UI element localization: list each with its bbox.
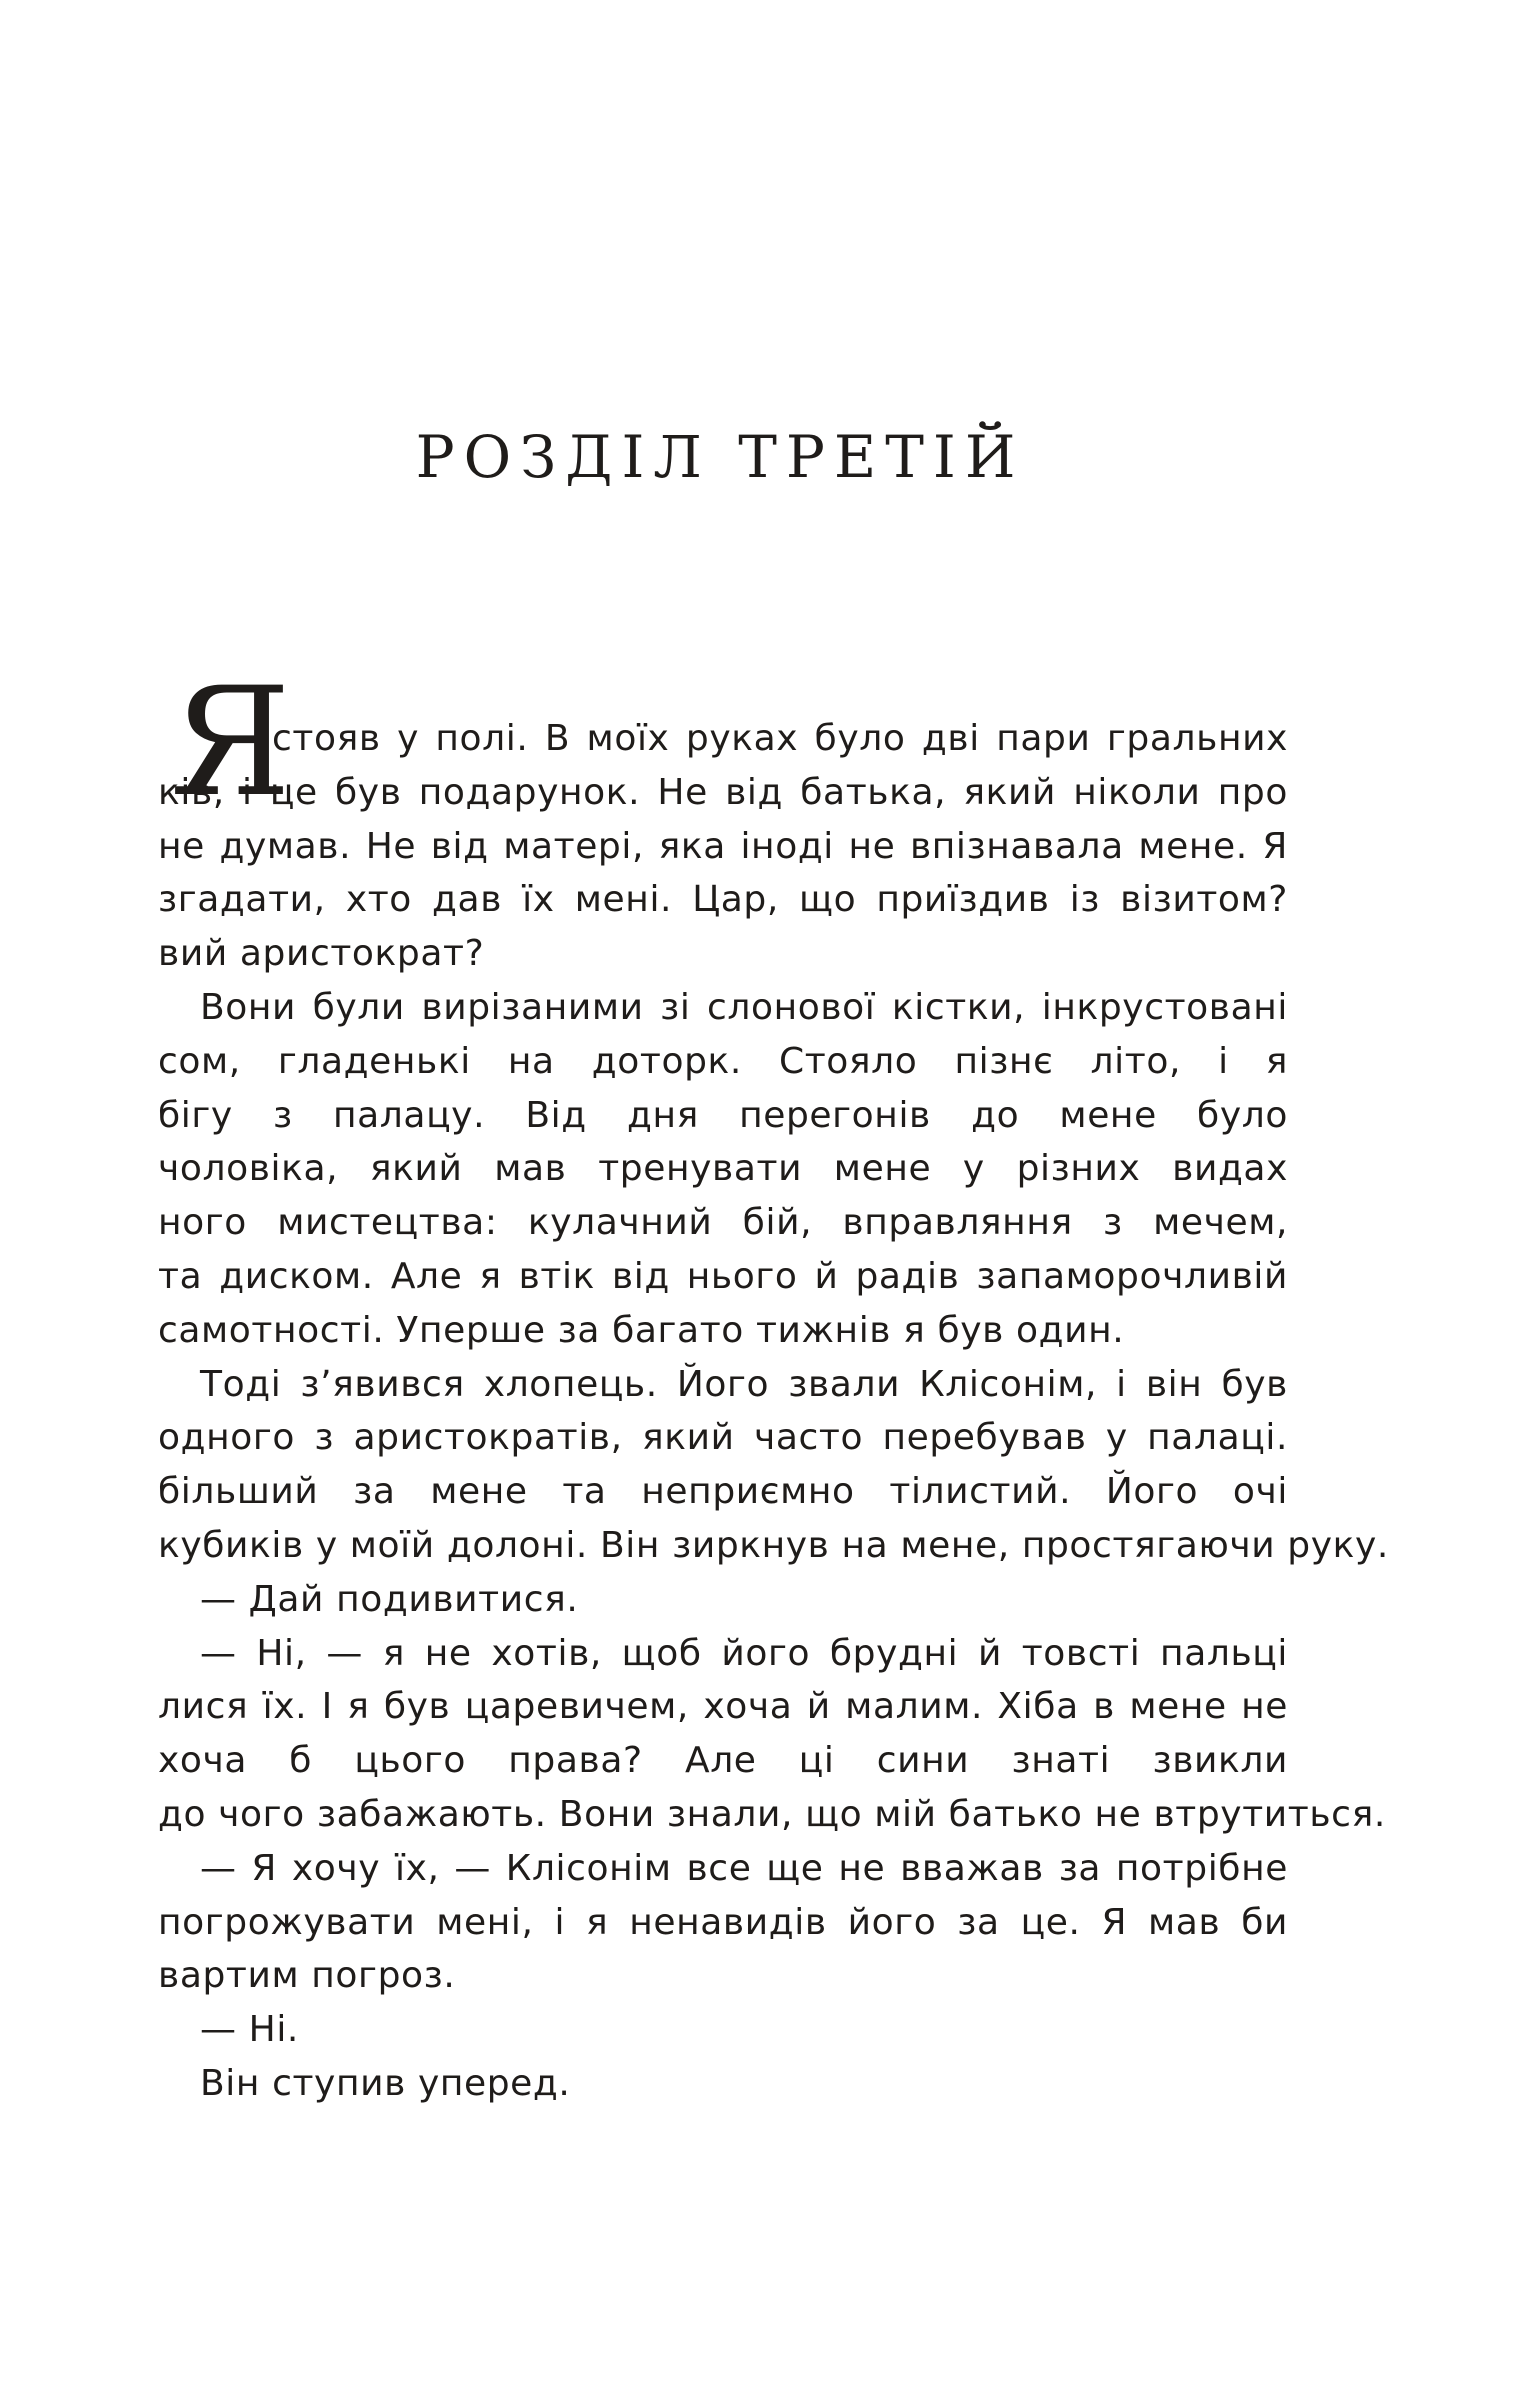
text-line: ного мистецтва: кулачний бій, вправляння з мечем, bbox=[158, 1202, 1288, 1244]
text-line: хоча б цього права? Але ці сини знаті звикли bbox=[158, 1740, 1288, 1782]
text-line: одного з аристократів, який часто перебував у палаці. bbox=[158, 1417, 1288, 1459]
text-line: — Ні. bbox=[200, 2009, 299, 2051]
text-line: Він ступив уперед. bbox=[200, 2062, 571, 2104]
text-line: — Ні, — я не хотів, щоб його брудні й товсті пальці bbox=[200, 1632, 1288, 1674]
text-line: Тоді з’явився хлопець. Його звали Клісонім, і він був bbox=[200, 1363, 1288, 1405]
text-line: — Я хочу їх, — Клісонім все ще не вважав за потрібне bbox=[200, 1847, 1288, 1889]
body-text bbox=[158, 656, 1389, 2111]
drop-cap: Я bbox=[170, 656, 292, 830]
text-line: погрожувати мені, і я ненавидів його за це. Я мав би bbox=[158, 1901, 1288, 1943]
text-line: лися їх. І я був царевичем, хоча й малим. Хіба в мене не bbox=[158, 1686, 1288, 1728]
text-line: бігу з палацу. Від дня перегонів до мене було bbox=[158, 1094, 1288, 1136]
text-line: згадати, хто дав їх мені. Цар, що приїздив із візитом? bbox=[158, 879, 1288, 921]
text-line: не думав. Не від матері, яка іноді не впізнавала мене. Я bbox=[158, 825, 1288, 867]
text-line: чоловіка, який мав тренувати мене у різних видах bbox=[158, 1148, 1288, 1190]
text-line: вий аристократ? bbox=[158, 933, 485, 975]
chapter-title: РОЗДІЛ ТРЕТІЙ bbox=[415, 423, 1025, 491]
text-line: самотності. Уперше за багато тижнів я був один. bbox=[158, 1309, 1125, 1351]
text-line: та диском. Але я втік від нього й радів запаморочливій bbox=[158, 1255, 1288, 1297]
text-line: стояв у полі. В моїх руках було дві пари гральних bbox=[272, 718, 1288, 759]
text-line: ків, і це був подарунок. Не від батька, який ніколи про bbox=[158, 771, 1288, 813]
text-line: кубиків у моїй долоні. Він зиркнув на мене, простягаючи руку. bbox=[158, 1524, 1389, 1566]
text-line: до чого забажають. Вони знали, що мій батько не втрутиться. bbox=[158, 1793, 1386, 1835]
text-line: сом, гладенькі на доторк. Стояло пізнє літо, і я bbox=[158, 1040, 1288, 1082]
text-line: — Дай подивитися. bbox=[200, 1578, 579, 1620]
text-line: вартим погроз. bbox=[158, 1955, 456, 1997]
text-line: більший за мене та неприємно тілистий. Його очі bbox=[158, 1471, 1288, 1513]
text-line: Вони були вирізаними зі слонової кістки, інкрустовані bbox=[200, 986, 1288, 1028]
